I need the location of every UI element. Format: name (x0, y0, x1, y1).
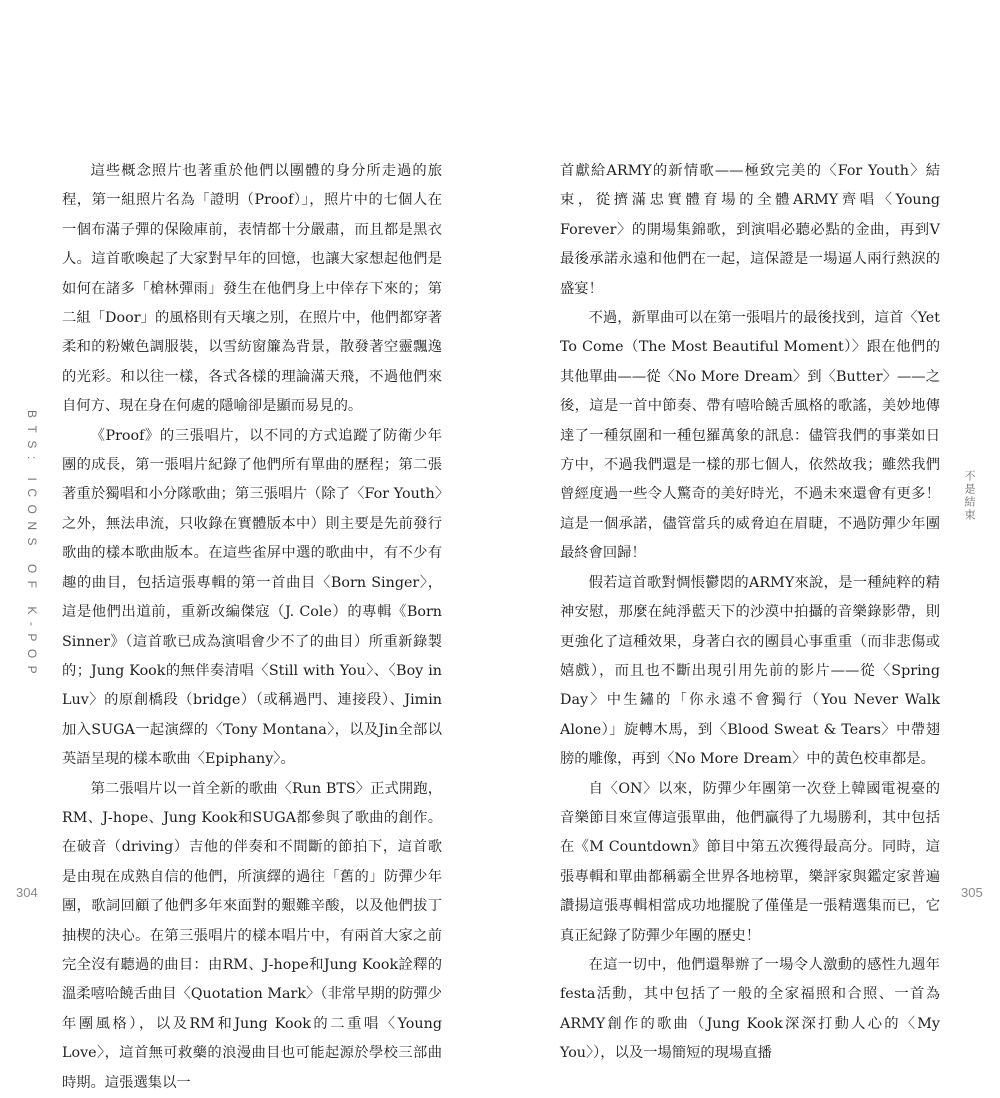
paragraph: 自〈ON〉以來，防彈少年團第一次登上韓國電視臺的音樂節目來宣傳這張單曲，他們贏得了九場勝利，其中包括在《M Countdown》節目中第五次獲得最高分。同時，這張專輯和單曲都稱霸全世界各地榜單，樂評家與鑑定家普遍讚揚這張專輯相當成功地擺脫了僅僅是一張精選集而已，它真正紀錄了防彈少年團的歷史！ (560, 780, 940, 944)
paragraph: 不過，新單曲可以在第一張唱片的最後找到，這首〈Yet To Come（The Most Beautiful Moment）〉跟在他們的其他單曲——從〈No More Dream〉到〈Butter〉——之後，這是一首中節奏、帶有嘻哈饒舌風格的歌謠，美妙地傳達了一種氛圍和一種包羅萬象的訊息：儘管我們的事業如日方中，不過我們還是一樣的那七個人，依然故我；雖然我們曾經度過一些令人驚奇的美好時光，不過未來還會有更多！這是一個承諾，儘管當兵的威脅迫在眉睫，不過防彈少年團最終會回歸！ (560, 310, 940, 562)
left-page-body (62, 157, 442, 1098)
paragraph: 假若這首歌對惆悵鬱悶的ARMY來說，是一種純粹的精神安慰，那麼在純淨藍天下的沙漠中拍攝的音樂錄影帶，則更強化了這種效果，身著白衣的團員心事重重（而非悲傷或嬉戲），而且也不斷出現引用先前的影片——從〈Spring Day〉中生鏽的「你永遠不會獨行（You Never Walk Alone）」旋轉木馬，到〈Blood Sweat & Tears〉中帶翅膀的雕像，再到〈No More Dream〉中的黃色校車都是。 (560, 574, 940, 768)
paragraph: 第二張唱片以一首全新的歌曲〈Run BTS〉正式開跑，RM、J-hope、Jung Kook和SUGA都參與了歌曲的創作。在破音（driving）吉他的伴奏和不間斷的節拍下，這首歌是由現在成熟自信的他們，所演繹的過往「舊的」防彈少年團，歌詞回顧了他們多年來面對的艱難辛酸，以及他們拔丁抽楔的決心。在第三張唱片的樣本唱片中，有兩首大家之前完全沒有聽過的曲目：由RM、J-hope和Jung Kook詮釋的溫柔嘻哈饒舌曲目〈Quotation Mark〉（非常早期的防彈少年團風格），以及RM和Jung Kook的二重唱〈Young Love〉，這首無可救藥的浪漫曲目也可能起源於學校三部曲時期。這張選集以一 (62, 780, 442, 1091)
paragraph: 首獻給ARMY的新情歌——極致完美的〈For Youth〉結束，從擠滿忠實體育場的全體ARMY齊唱〈Young Forever〉的開場集錦歌，到演唱必聽必點的金曲，再到V最後承諾永遠和他們在一起，這保證是一場逼人兩行熱淚的盛宴！ (560, 163, 940, 297)
running-head-left: BTS: ICONS OF K-POP (25, 410, 39, 682)
page-number-left: 304 (16, 885, 38, 900)
paragraph: 在這一切中，他們還舉辦了一場令人激動的感性九週年festa活動，其中包括了一般的全家福照和合照、一首為ARMY創作的歌曲（Jung Kook深深打動人心的〈My You〉），以及一場簡短的現場直播 (560, 956, 940, 1062)
page-number-right: 305 (961, 885, 983, 900)
paragraph: 《Proof》的三張唱片，以不同的方式追蹤了防衛少年團的成長，第一張唱片紀錄了他們所有單曲的歷程；第二張著重於獨唱和小分隊歌曲；第三張唱片（除了〈For Youth〉之外，無法串流，只收錄在實體版本中）則主要是先前發行歌曲的樣本歌曲版本。在這些雀屏中選的歌曲中，有不少有趣的曲目，包括這張專輯的第一首曲目〈Born Singer〉，這是他們出道前，重新改編傑寇（J. Cole）的專輯《Born Sinner》（這首歌已成為演唱會少不了的曲目）所重新錄製的；Jung Kook的無伴奏清唱〈Still with You〉、〈Boy in Luv〉的原創橋段（bridge）（或稱過門、連接段）、Jimin加入SUGA一起演繹的〈Tony Montana〉，以及Jin全部以英語呈現的樣本歌曲〈Epiphany〉。 (62, 427, 442, 768)
paragraph: 這些概念照片也著重於他們以團體的身分所走過的旅程，第一組照片名為「證明（Proof）」，照片中的七個人在一個布滿子彈的保險庫前，表情都十分嚴肅，而且都是黑衣人。這首歌喚起了大家對早年的回憶，也讓大家想起他們是如何在諸多「槍林彈雨」發生在他們身上中倖存下來的；第二組「Door」的風格則有天壤之別，在照片中，他們都穿著柔和的粉嫩色調服裝，以雪紡窗簾為背景，散發著空靈飄逸的光彩。和以往一樣，各式各樣的理論滿天飛，不過他們來自何方、現在身在何處的隱喻卻是顯而易見的。 (62, 163, 442, 415)
running-head-right: 不是結束 (963, 470, 976, 522)
right-page-body (560, 157, 940, 1069)
